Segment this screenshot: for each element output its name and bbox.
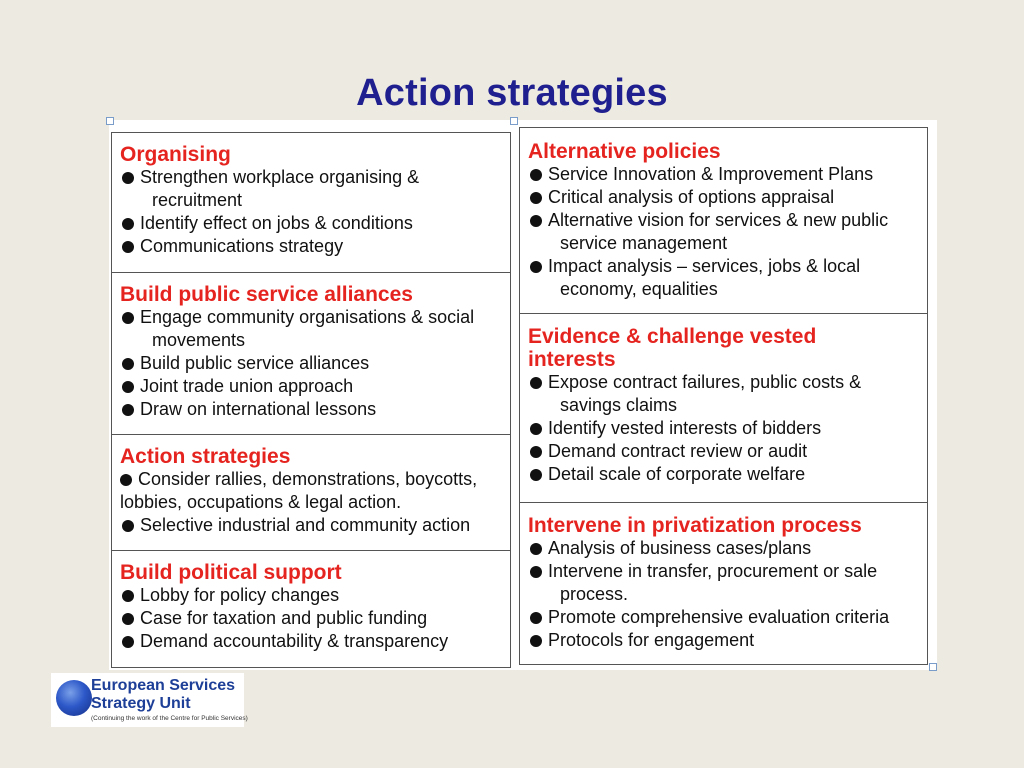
right-column (519, 127, 928, 665)
box-heading: Intervene in privatization process (528, 514, 862, 537)
bullet-icon (530, 635, 542, 647)
list-item: Identify effect on jobs & conditions (120, 212, 510, 235)
box-heading: Organising (120, 143, 231, 166)
globe-icon (56, 680, 92, 716)
list-item: Joint trade union approach (120, 375, 510, 398)
bullet-icon (530, 192, 542, 204)
box-heading: Build public service alliances (120, 283, 413, 306)
bullet-icon (530, 612, 542, 624)
list-item: Alternative vision for services & new public service management (528, 209, 927, 255)
bullet-icon (122, 172, 134, 184)
list-item: Demand contract review or audit (528, 440, 927, 463)
list-item: Strengthen workplace organising & recruitment (120, 166, 510, 212)
bullet-icon (122, 404, 134, 416)
esssu-logo (51, 673, 248, 727)
list-item: Case for taxation and public funding (120, 607, 510, 630)
box-intervene-privatization (520, 503, 927, 664)
list-item: Service Innovation & Improvement Plans (528, 163, 927, 186)
list-item: Communications strategy (120, 235, 510, 258)
bullet-icon (122, 613, 134, 625)
box-evidence-challenge-vested-interests (520, 314, 927, 503)
resize-handle-top-left[interactable] (106, 117, 114, 125)
bullet-icon (530, 169, 542, 181)
bullet-icon (122, 241, 134, 253)
list-item: Lobby for policy changes (120, 584, 510, 607)
list-item: Build public service alliances (120, 352, 510, 375)
list-item: Consider rallies, demonstrations, boycotts, lobbies, occupations & legal action. (120, 469, 478, 512)
bullet-icon (530, 566, 542, 578)
logo-text-line1: European Services (91, 677, 236, 694)
list-item: Demand accountability & transparency (120, 630, 510, 653)
list-item: Engage community organisations & social movements (120, 306, 510, 352)
list-item: Expose contract failures, public costs & savings claims (528, 371, 927, 417)
box-alternative-policies (520, 128, 927, 314)
bullet-icon (530, 215, 542, 227)
bullet-icon (122, 520, 134, 532)
bullet-icon (530, 423, 542, 435)
list-item: Protocols for engagement (528, 629, 927, 652)
list-item: Selective industrial and community action (120, 514, 510, 537)
bullet-icon (530, 469, 542, 481)
slide-title: Action strategies (356, 72, 668, 114)
box-heading: Action strategies (120, 445, 291, 468)
bullet-icon (122, 312, 134, 324)
list-item: Identify vested interests of bidders (528, 417, 927, 440)
list-item: Promote comprehensive evaluation criteria (528, 606, 927, 629)
box-organising (112, 133, 510, 273)
bullet-icon (530, 543, 542, 555)
box-build-public-service-alliances (112, 273, 510, 435)
list-item: Draw on international lessons (120, 398, 510, 421)
logo-subtitle: (Continuing the work of the Centre for Public Services) (91, 715, 248, 722)
bullet-icon (122, 590, 134, 602)
list-item: Analysis of business cases/plans (528, 537, 927, 560)
list-item: Detail scale of corporate welfare (528, 463, 927, 486)
left-column (111, 132, 511, 668)
bullet-icon (122, 218, 134, 230)
bullet-icon (122, 381, 134, 393)
bullet-icon (122, 358, 134, 370)
list-item: Impact analysis – services, jobs & local economy, equalities (528, 255, 927, 301)
box-heading: Evidence & challenge vested interests (528, 325, 817, 371)
resize-handle-bottom-right[interactable] (929, 663, 937, 671)
list-item: Intervene in transfer, procurement or sale process. (528, 560, 927, 606)
bullet-icon (530, 446, 542, 458)
box-heading: Build political support (120, 561, 342, 584)
strategy-table-image (109, 120, 937, 670)
box-heading: Alternative policies (528, 140, 721, 163)
bullet-icon (530, 261, 542, 273)
list-item: Critical analysis of options appraisal (528, 186, 927, 209)
bullet-icon (120, 474, 132, 486)
logo-text-line2: Strategy Unit (91, 695, 191, 712)
bullet-icon (530, 377, 542, 389)
box-action-strategies (112, 435, 510, 551)
box-build-political-support (112, 551, 510, 667)
bullet-icon (122, 636, 134, 648)
resize-handle-top-middle[interactable] (510, 117, 518, 125)
